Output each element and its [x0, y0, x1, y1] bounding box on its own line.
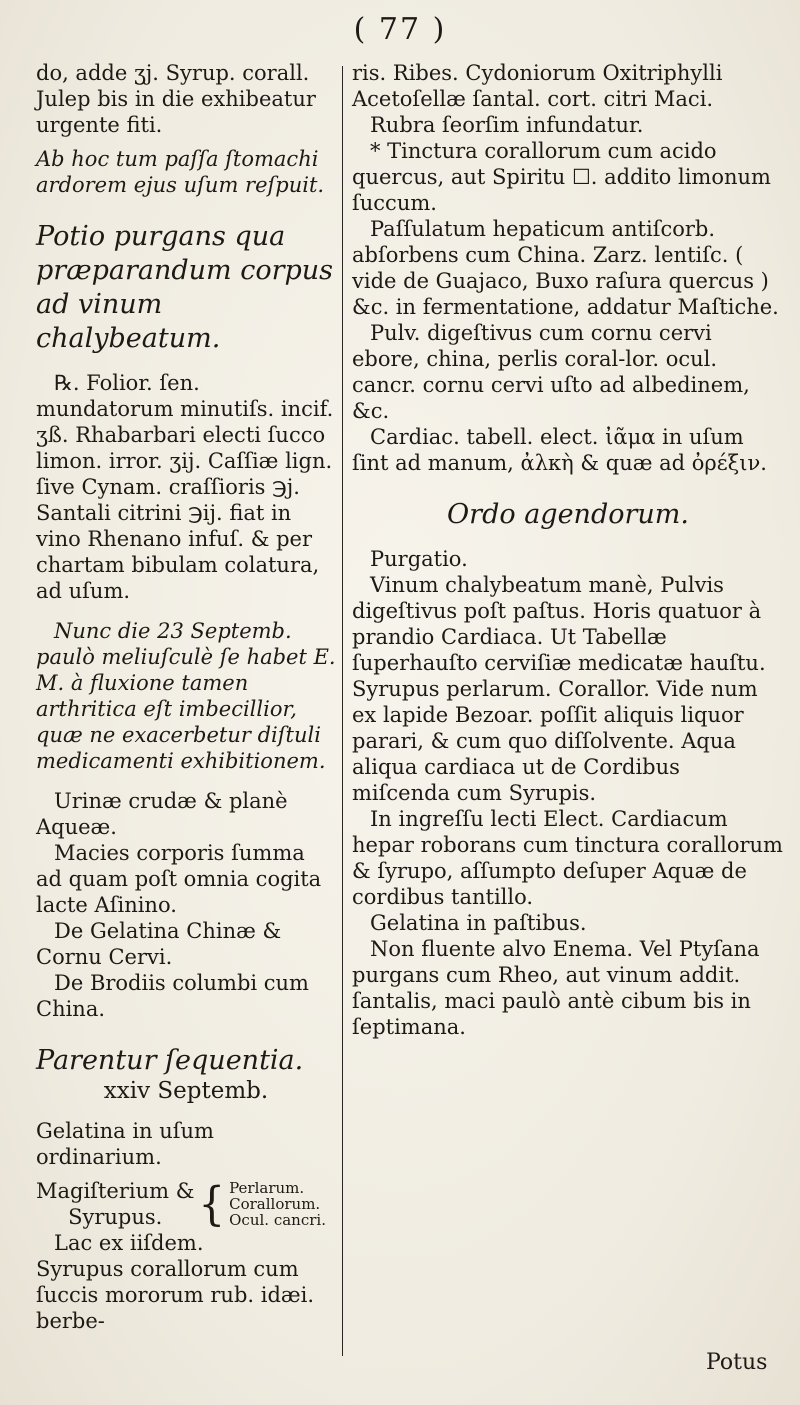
left-paragraph-gelatina: De Gelatina Chinæ & Cornu Cervi. [36, 919, 282, 969]
syrupus-label: Syrupus. [68, 1205, 163, 1229]
right-paragraph-ingressu: In ingreſſu lecti Elect. Cardiacum hepar roborans cum tinctura corallorum & ſyrupo, aſſumpto deſuper Aquæ de cordibus tantillo. [352, 807, 783, 909]
magisterium-label: Magiſterium & [36, 1179, 195, 1203]
left-paragraph-urinae: Urinæ crudæ & planè Aqueæ. [36, 789, 288, 839]
right-paragraph-vinum: Vinum chalybeatum manè, Pulvis digeſtivus poſt paſtus. Horis quatuor à prandio Cardiaca. Ut Tabellæ ſuperhauſto cerviſiæ medicatæ hauſtu. Syrupus perlarum. Corallor. Vide num ex lapide Bezoar. poſſit aliquis liquor parari, & cum quo diſſolvente. Aqua aliqua cardiaca ut de Cordibus miſcenda cum Syrupis. [352, 573, 766, 805]
right-paragraph-cardiac: Cardiac. tabell. elect. ἰᾶμα in uſum ſint ad manum, ἀλκὴ & quæ ad ὀρέξιν. [352, 425, 767, 475]
heading-date: xxiv Septemb. [103, 1078, 269, 1104]
list-item: Perlarum. [229, 1179, 305, 1197]
heading-potio-purgans: Potio purgans qua præparandum corpus ad vinum chalybeatum. [36, 221, 334, 354]
left-paragraph-2: Ab hoc tum paſſa ſtomachi ardorem ejus uſum reſpuit. [36, 147, 325, 197]
brace-glyph: { [198, 1176, 226, 1231]
catchword: Potus [706, 1350, 768, 1375]
left-paragraph-macies: Macies corporis ſumma ad quam poſt omnia cogita lacte Aſinino. [36, 841, 322, 917]
left-paragraph-gelatina-usum: Gelatina in uſum ordinarium. [36, 1119, 214, 1169]
right-paragraph-enema: Non fluente alvo Enema. Vel Ptyſana purgans cum Rheo, aut vinum addit. ſantalis, maci paulò antè cibum bis in ſeptimana. [352, 937, 760, 1039]
list-item: Corallorum. [229, 1195, 321, 1213]
left-recipe: ℞. Folior. ſen. mundatorum minutiſs. incif. ʒß. Rhabarbari electi ſucco limon. irror. ʒij. Caſſiæ lign. ſive Cynam. craſſioris ℈j. Santali citrini ℈ij. fiat in vino Rhenano infuſ. & per chartam bibulam colatura, ad uſum. [36, 371, 334, 603]
column-divider [342, 66, 343, 1356]
left-column [36, 60, 336, 1334]
right-paragraph-1: ris. Ribes. Cydoniorum Oxitriphylli Acetoſellæ ſantal. cort. citri Maci. [352, 61, 723, 111]
right-column [352, 60, 784, 1040]
left-paragraph-lac: Lac ex iiſdem. [54, 1231, 204, 1255]
right-paragraph-pulv: Pulv. digeſtivus cum cornu cervi ebore, china, perlis coral-lor. ocul. cancr. cornu cervi uſto ad albedinem, &c. [352, 321, 750, 423]
page-number: ( 77 ) [353, 12, 447, 47]
left-paragraph-1: do, adde ʒj. Syrup. corall. Julep bis in die exhibeatur urgente fiti. [36, 61, 316, 137]
magisterium-list [229, 1180, 326, 1228]
heading-parentur: Parentur ſequentia. [36, 1045, 304, 1076]
left-paragraph-syrupus: Syrupus corallorum cum ſuccis mororum rub. idæi. berbe- [36, 1257, 315, 1333]
heading-ordo-agendorum: Ordo agendorum. [447, 499, 689, 530]
left-note-nunc-die: Nunc die 23 Septemb. paulò meliuſculè ſe habet E. M. à fluxione tamen arthritica eſt imbecillior, quæ ne exacerbetur diſtuli medicamenti exhibitionem. [36, 619, 336, 773]
right-paragraph-tinctura: * Tinctura corallorum cum acido quercus, aut Spiritu ☐. addito limonum ſuccum. [352, 139, 771, 215]
right-paragraph-gelatina-pastibus: Gelatina in paſtibus. [370, 911, 587, 935]
magisterium-block [36, 1178, 336, 1230]
right-paragraph-purgatio: Purgatio. [370, 547, 468, 571]
left-paragraph-brodiis: De Brodiis columbi cum China. [36, 971, 309, 1021]
right-paragraph-2: Rubra ſeorſim infundatur. [370, 113, 644, 137]
right-paragraph-passulatum: Paſſulatum hepaticum antiſcorb. abſorbens cum China. Zarz. lentiſc. ( vide de Guajaco, Buxo raſura quercus ) &c. in fermentatione, addatur Maſtiche. [352, 217, 779, 319]
list-item: Ocul. cancri. [229, 1211, 326, 1229]
